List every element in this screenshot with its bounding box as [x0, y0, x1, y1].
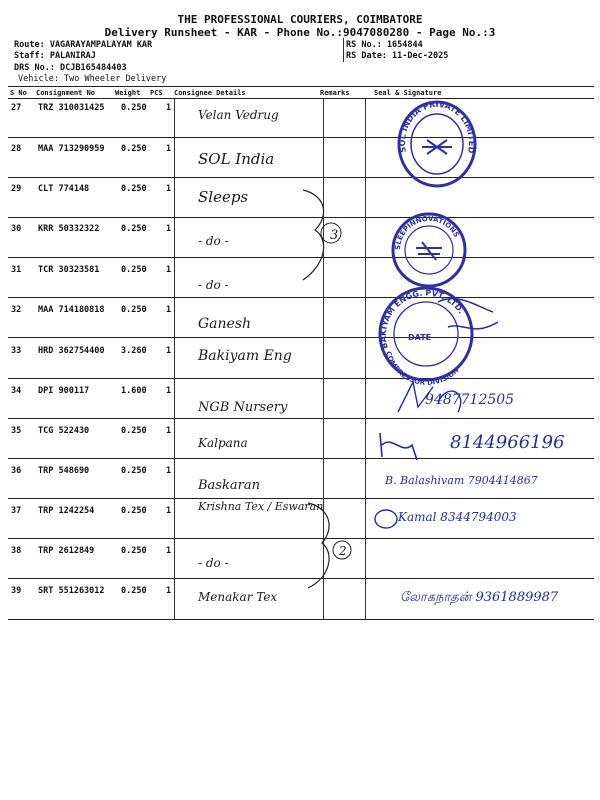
row-consignment-no: MAA 713290959 [38, 144, 105, 154]
sleep-stamp-text: SLEEPINNOVATIONS [393, 214, 461, 251]
row-sno: 36 [11, 466, 22, 476]
row-pcs: 1 [166, 346, 172, 356]
row-consignee-handwritten: Kalpana [198, 436, 248, 450]
row-consignment-no: HRD 362754400 [38, 346, 105, 356]
row-sno: 31 [11, 265, 22, 275]
row-pcs: 1 [166, 506, 172, 516]
remarks-3: 3 [330, 228, 339, 243]
bakiyam-stamp-text: BAKIYAM ENGG. PVT. LTD. [378, 288, 466, 350]
row-weight: 0.250 [121, 305, 147, 315]
signature-39-text: லோகநாதன் 9361889987 [400, 590, 559, 605]
row-consignee-handwritten: - do - [198, 556, 229, 570]
row-consignment-no: TRP 1242254 [38, 506, 95, 516]
row-weight: 0.250 [121, 466, 147, 476]
bakiyam-stamp-subtext: COMPRESSOR DIVISION [383, 350, 461, 387]
row-consignee-handwritten: Velan Vedrug [198, 108, 279, 122]
row-sno: 34 [11, 386, 22, 396]
row-sno: 30 [11, 224, 22, 234]
row-sno: 27 [11, 103, 22, 113]
col-consignee: Consignee Details [174, 89, 246, 97]
staff-label: Staff: PALANIRAJ [14, 51, 96, 61]
row-consignee-handwritten: Sleeps [198, 188, 249, 206]
row-pcs: 1 [166, 305, 172, 315]
col-seal-signature: Seal & Signature [374, 89, 442, 97]
row-consignment-no: TCG 522430 [38, 426, 90, 436]
row-sno: 35 [11, 426, 22, 436]
row-consignment-no: TCR 30323581 [38, 265, 100, 275]
row-consignee-handwritten: - do - [198, 234, 229, 248]
row-sno: 39 [11, 586, 22, 596]
row-weight: 0.250 [121, 224, 147, 234]
row-pcs: 1 [166, 103, 172, 113]
row-sno: 29 [11, 184, 22, 194]
col-consignment: Consignment No [36, 89, 96, 97]
row-weight: 3.260 [121, 346, 147, 356]
col-pcs: PCS [150, 89, 163, 97]
signature-35-phone: 8144966196 [450, 432, 565, 453]
drs-number: DRS No.: DCJB165484403 [14, 63, 127, 73]
remarks-bracket-3 [295, 185, 355, 285]
sol-india-stamp [392, 92, 482, 192]
row-pcs: 1 [166, 426, 172, 436]
row-weight: 0.250 [121, 144, 147, 154]
row-weight: 0.250 [121, 426, 147, 436]
row-divider [8, 619, 594, 620]
row-pcs: 1 [166, 224, 172, 234]
row-pcs: 1 [166, 386, 172, 396]
row-sno: 37 [11, 506, 22, 516]
row-consignee-handwritten: NGB Nursery [198, 400, 288, 415]
signature-35-scribble [372, 425, 452, 465]
row-divider [8, 137, 594, 138]
row-consignment-no: TRZ 310031425 [38, 103, 105, 113]
row-pcs: 1 [166, 586, 172, 596]
row-consignment-no: CLT 774148 [38, 184, 90, 194]
route-label: Route: VAGARAYAMPALAYAM KAR [14, 40, 153, 50]
row-sno: 32 [11, 305, 22, 315]
row-weight: 0.250 [121, 103, 147, 113]
signature-37-text: Kamal 8344794003 [398, 510, 517, 524]
stamp-date-label: DATE [408, 333, 432, 342]
col-weight: Weight [115, 89, 141, 97]
remarks-bracket-2 [300, 498, 360, 593]
row-pcs: 1 [166, 265, 172, 275]
row-consignee-handwritten: Krishna Tex / Eswaran [198, 500, 324, 513]
row-divider [8, 177, 594, 178]
row-consignment-no: KRR 50332322 [38, 224, 100, 234]
row-weight: 0.250 [121, 546, 147, 556]
rs-number: RS No.: 1654844 [346, 40, 423, 50]
row-pcs: 1 [166, 546, 172, 556]
signature-34-phone: 9487712505 [425, 392, 515, 408]
row-consignment-no: DPI 900117 [38, 386, 90, 396]
runsheet-subtitle: Delivery Runsheet - KAR - Phone No.:9047080280 - Page No.:3 [104, 26, 496, 39]
row-weight: 0.250 [121, 586, 147, 596]
signature-36-text: B. Balashivam 7904414867 [385, 474, 538, 487]
row-consignee-handwritten: SOL India [198, 150, 275, 168]
row-divider [8, 458, 594, 459]
col-remarks: Remarks [320, 89, 350, 97]
company-title: THE PROFESSIONAL COURIERS, COIMBATORE [177, 13, 423, 26]
meta-divider [343, 38, 344, 62]
row-sno: 38 [11, 546, 22, 556]
row-pcs: 1 [166, 184, 172, 194]
row-consignment-no: TRP 548690 [38, 466, 90, 476]
row-consignee-handwritten: - do - [198, 278, 229, 292]
sol-stamp-text: SOL INDIA PRIVATE LIMITED [397, 100, 477, 154]
row-weight: 0.250 [121, 265, 147, 275]
row-weight: 0.250 [121, 184, 147, 194]
row-pcs: 1 [166, 144, 172, 154]
table-top-rule [8, 86, 594, 87]
row-pcs: 1 [166, 466, 172, 476]
row-sno: 33 [11, 346, 22, 356]
col-sno: S No [10, 89, 27, 97]
row-weight: 1.600 [121, 386, 147, 396]
row-consignee-handwritten: Bakiyam Eng [198, 348, 292, 364]
vehicle-label: Vehicle: Two Wheeler Delivery [18, 74, 167, 84]
row-consignment-no: TRP 2612849 [38, 546, 95, 556]
row-consignment-no: SRT 551263012 [38, 586, 105, 596]
row-weight: 0.250 [121, 506, 147, 516]
sleep-innovations-stamp [388, 210, 470, 290]
row-consignee-handwritten: Ganesh [198, 316, 252, 332]
row-consignee-handwritten: Baskaran [198, 478, 260, 493]
row-consignment-no: MAA 714180818 [38, 305, 105, 315]
row-sno: 28 [11, 144, 22, 154]
table-header-rule [8, 98, 594, 99]
remarks-2: 2 [339, 544, 347, 558]
rs-date: RS Date: 11-Dec-2025 [346, 51, 449, 61]
row-consignee-handwritten: Menakar Tex [198, 590, 278, 604]
